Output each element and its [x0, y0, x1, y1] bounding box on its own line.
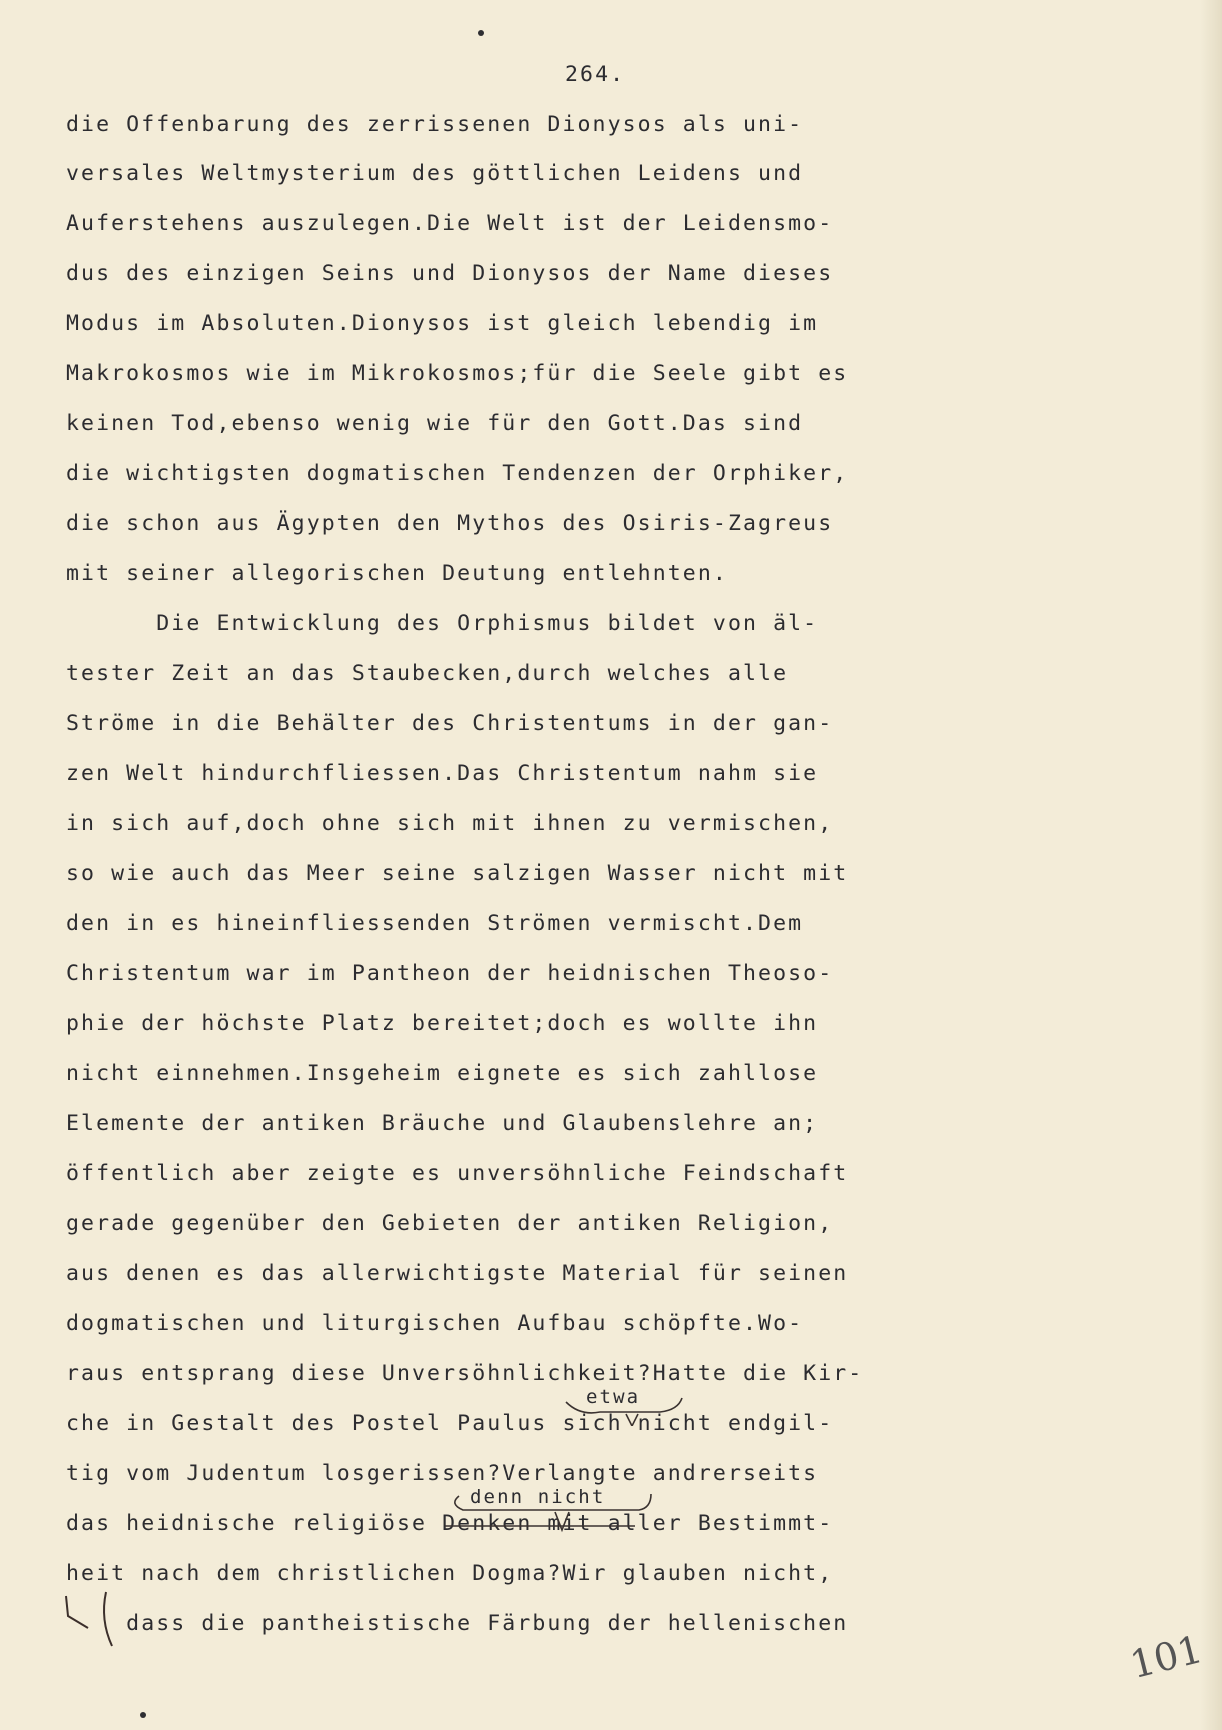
text-line: zen Welt hindurchfliessen.Das Christentum nahm sie	[66, 761, 819, 786]
page-number: 264.	[565, 62, 626, 87]
text-line: versales Weltmysterium des göttlichen Leidens und	[66, 161, 804, 186]
text-line: den in es hineinfliessenden Strömen vermischt.Dem	[66, 911, 804, 936]
text-line: dogmatischen und liturgischen Aufbau schöpfte.Wo-	[66, 1311, 804, 1336]
insertion-caret-denn-nicht	[445, 1486, 665, 1534]
insertion-etwa: etwa	[586, 1386, 641, 1408]
text-line: gerade gegenüber den Gebieten der antiken Religion,	[66, 1211, 834, 1236]
margin-mark	[62, 1590, 132, 1660]
text-line: die Offenbarung des zerrissenen Dionysos als uni-	[66, 112, 804, 137]
text-line: aus denen es das allerwichtigste Material für seinen	[66, 1261, 849, 1286]
text-line: dass die pantheistische Färbung der hellenischen	[66, 1611, 849, 1636]
text-line: die schon aus Ägypten den Mythos des Osiris-Zagreus	[66, 511, 834, 536]
paper-edge	[1200, 0, 1222, 1730]
text-line: tig vom Judentum losgerissen?Verlangte andrerseits	[66, 1461, 819, 1486]
text-line: phie der höchste Platz bereitet;doch es wollte ihn	[66, 1011, 819, 1036]
text-line: Modus im Absoluten.Dionysos ist gleich lebendig im	[66, 311, 819, 336]
insertion-caret-etwa	[560, 1392, 720, 1426]
text-line: öffentlich aber zeigte es unversöhnliche Feindschaft	[66, 1161, 849, 1186]
text-line: raus entsprang diese Unversöhnlichkeit?Hatte die Kir-	[66, 1361, 864, 1386]
punch-dot-bottom	[140, 1712, 146, 1718]
text-line: tester Zeit an das Staubecken,durch welches alle	[66, 661, 789, 686]
text-line: das heidnische religiöse Denken mit aller Bestimmt-	[66, 1511, 834, 1536]
text-line: nicht einnehmen.Insgeheim eignete es sich zahllose	[66, 1061, 819, 1086]
insertion-denn-nicht: denn nicht	[470, 1486, 606, 1508]
text-line: Auferstehens auszulegen.Die Welt ist der Leidensmo-	[66, 211, 834, 236]
punch-dot-top	[478, 30, 484, 36]
text-line: Makrokosmos wie im Mikrokosmos;für die Seele gibt es	[66, 361, 849, 386]
text-line: die wichtigsten dogmatischen Tendenzen der Orphiker,	[66, 461, 849, 486]
text-line: dus des einzigen Seins und Dionysos der Name dieses	[66, 261, 834, 286]
text-line: keinen Tod,ebenso wenig wie für den Gott.Das sind	[66, 411, 804, 436]
sheet-number: 101	[1125, 1626, 1207, 1688]
text-line: Elemente der antiken Bräuche und Glaubenslehre an;	[66, 1111, 819, 1136]
text-line: so wie auch das Meer seine salzigen Wasser nicht mit	[66, 861, 849, 886]
text-line: Ströme in die Behälter des Christentums in der gan-	[66, 711, 834, 736]
text-line: heit nach dem christlichen Dogma?Wir glauben nicht,	[66, 1561, 834, 1586]
text-line: Die Entwicklung des Orphismus bildet von äl-	[66, 611, 819, 636]
text-line: Christentum war im Pantheon der heidnischen Theoso-	[66, 961, 834, 986]
text-line: in sich auf,doch ohne sich mit ihnen zu vermischen,	[66, 811, 834, 836]
text-line: mit seiner allegorischen Deutung entlehnten.	[66, 561, 728, 586]
text-line: che in Gestalt des Postel Paulus sich nicht endgil-	[66, 1411, 834, 1436]
